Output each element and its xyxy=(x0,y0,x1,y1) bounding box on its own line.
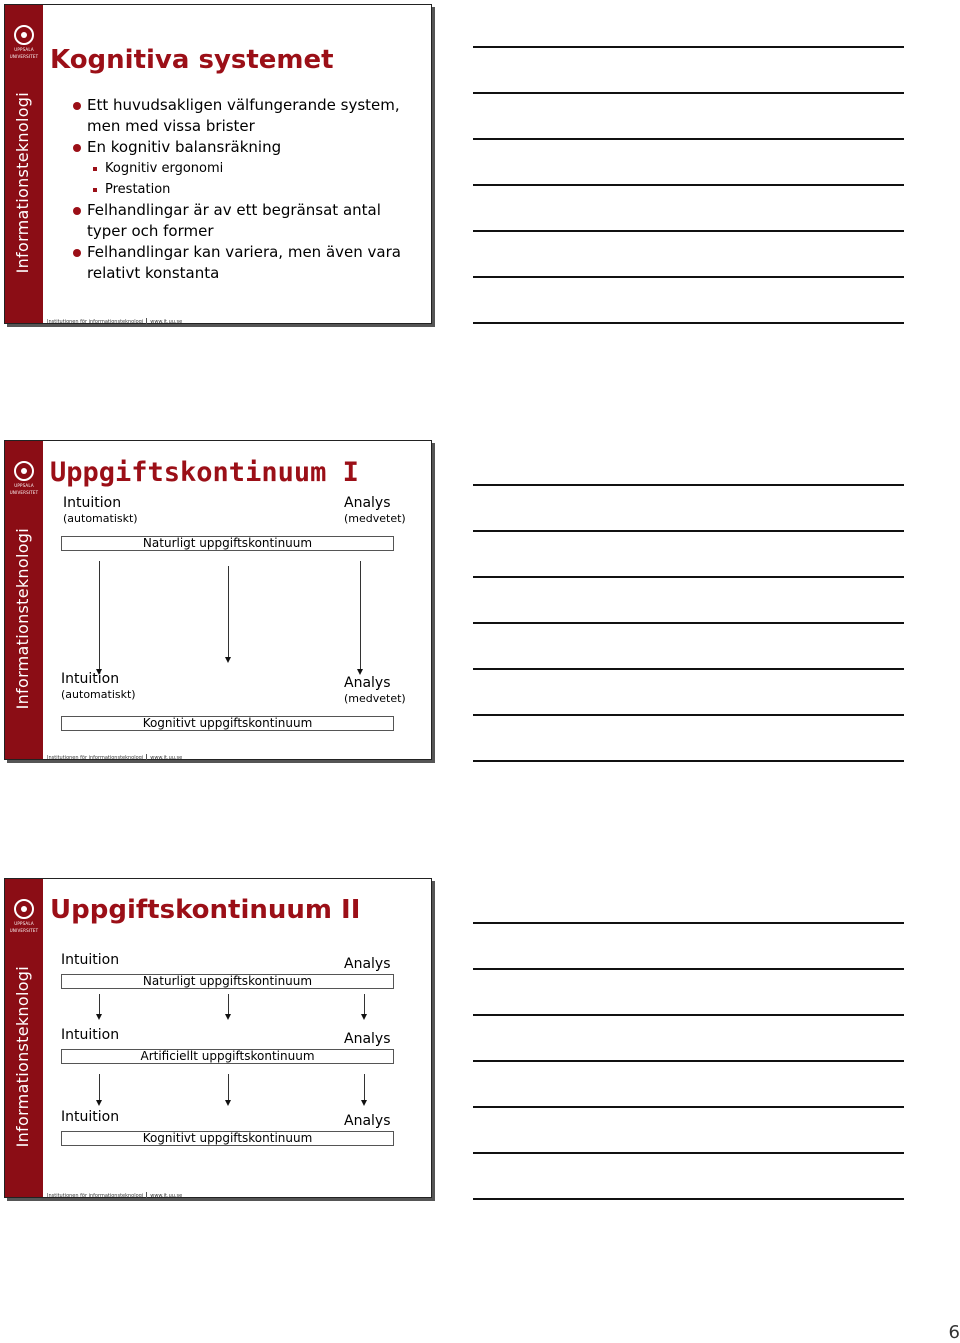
uppsala-logo: UPPSALA UNIVERSITET xyxy=(9,899,39,933)
bar-naturligt: Naturligt uppgiftskontinuum xyxy=(61,974,394,989)
sidebar xyxy=(5,5,43,323)
university-seal-icon xyxy=(14,461,34,481)
bullet-list xyxy=(71,95,421,284)
slide-1 xyxy=(4,4,432,324)
page-number: 6 xyxy=(948,1322,960,1343)
note-line xyxy=(473,1198,904,1200)
bullet-item: Felhandlingar är av ett begränsat antal typer och former xyxy=(71,200,421,242)
note-line xyxy=(473,922,904,924)
arrow-down-icon xyxy=(364,1074,365,1104)
label-intuition: Intuition xyxy=(61,1027,120,1043)
bullet-item: Ett huvudsakligen välfungerande system, men med vissa brister xyxy=(71,95,421,137)
arrow-down-icon xyxy=(360,561,361,673)
slide-2 xyxy=(4,440,432,760)
label-analys: Analys xyxy=(344,956,391,972)
slide-3 xyxy=(4,878,432,1198)
slide-title: Uppgiftskontinuum I xyxy=(50,457,359,488)
arrow-down-icon xyxy=(364,994,365,1018)
label-automatiskt-bottom: (automatiskt) xyxy=(61,688,136,701)
label-analys: Analys xyxy=(344,1113,391,1129)
note-line xyxy=(473,668,904,670)
bar-artificiellt: Artificiellt uppgiftskontinuum xyxy=(61,1049,394,1064)
note-line xyxy=(473,138,904,140)
arrow-down-icon xyxy=(99,1074,100,1104)
slide-title: Kognitiva systemet xyxy=(50,45,334,75)
note-line xyxy=(473,46,904,48)
arrow-down-icon xyxy=(99,561,100,673)
label-medvetet-top: (medvetet) xyxy=(344,512,406,525)
sub-bullet-item: Prestation xyxy=(71,179,421,200)
sidebar-label: Informationsteknologi xyxy=(13,91,32,273)
note-line xyxy=(473,1152,904,1154)
bar-kognitivt: Kognitivt uppgiftskontinuum xyxy=(61,716,394,731)
uppsala-logo: UPPSALA UNIVERSITET xyxy=(9,25,39,59)
slide-footer: Institutionen för informationsteknologi www.it.uu.se xyxy=(47,319,183,325)
note-line xyxy=(473,484,904,486)
bar-naturligt: Naturligt uppgiftskontinuum xyxy=(61,536,394,551)
label-analys-top: Analys xyxy=(344,495,391,511)
note-line xyxy=(473,760,904,762)
bar-kognitivt: Kognitivt uppgiftskontinuum xyxy=(61,1131,394,1146)
sub-bullet-item: Kognitiv ergonomi xyxy=(71,158,421,179)
note-line xyxy=(473,530,904,532)
note-line xyxy=(473,1106,904,1108)
label-intuition-bottom: Intuition xyxy=(61,671,120,687)
arrow-down-icon xyxy=(99,994,100,1018)
note-line xyxy=(473,92,904,94)
note-line xyxy=(473,1060,904,1062)
label-intuition: Intuition xyxy=(61,1109,120,1125)
label-intuition-top: Intuition xyxy=(63,495,122,511)
sidebar xyxy=(5,441,43,759)
slide-title: Uppgiftskontinuum II xyxy=(50,895,361,925)
label-automatiskt-top: (automatiskt) xyxy=(63,512,138,525)
uppsala-logo: UPPSALA UNIVERSITET xyxy=(9,461,39,495)
university-seal-icon xyxy=(14,25,34,45)
label-analys-bottom: Analys xyxy=(344,675,391,691)
note-line xyxy=(473,622,904,624)
university-seal-icon xyxy=(14,899,34,919)
label-medvetet-bottom: (medvetet) xyxy=(344,692,406,705)
slide-footer: Institutionen för informationsteknologi www.it.uu.se xyxy=(47,1193,183,1199)
note-line xyxy=(473,714,904,716)
note-line xyxy=(473,968,904,970)
sidebar-label: Informationsteknologi xyxy=(13,527,32,709)
bullet-item: Felhandlingar kan variera, men även vara relativt konstanta xyxy=(71,242,421,284)
sidebar xyxy=(5,879,43,1197)
note-line xyxy=(473,230,904,232)
arrow-down-icon xyxy=(228,1074,229,1104)
note-line xyxy=(473,576,904,578)
note-line xyxy=(473,322,904,324)
arrow-down-icon xyxy=(228,566,229,661)
sidebar-label: Informationsteknologi xyxy=(13,965,32,1147)
label-analys: Analys xyxy=(344,1031,391,1047)
bullet-item: En kognitiv balansräkning xyxy=(71,137,421,158)
label-intuition: Intuition xyxy=(61,952,120,968)
note-line xyxy=(473,1014,904,1016)
slide-footer: Institutionen för informationsteknologi www.it.uu.se xyxy=(47,755,183,761)
note-line xyxy=(473,184,904,186)
arrow-down-icon xyxy=(228,994,229,1018)
note-line xyxy=(473,276,904,278)
